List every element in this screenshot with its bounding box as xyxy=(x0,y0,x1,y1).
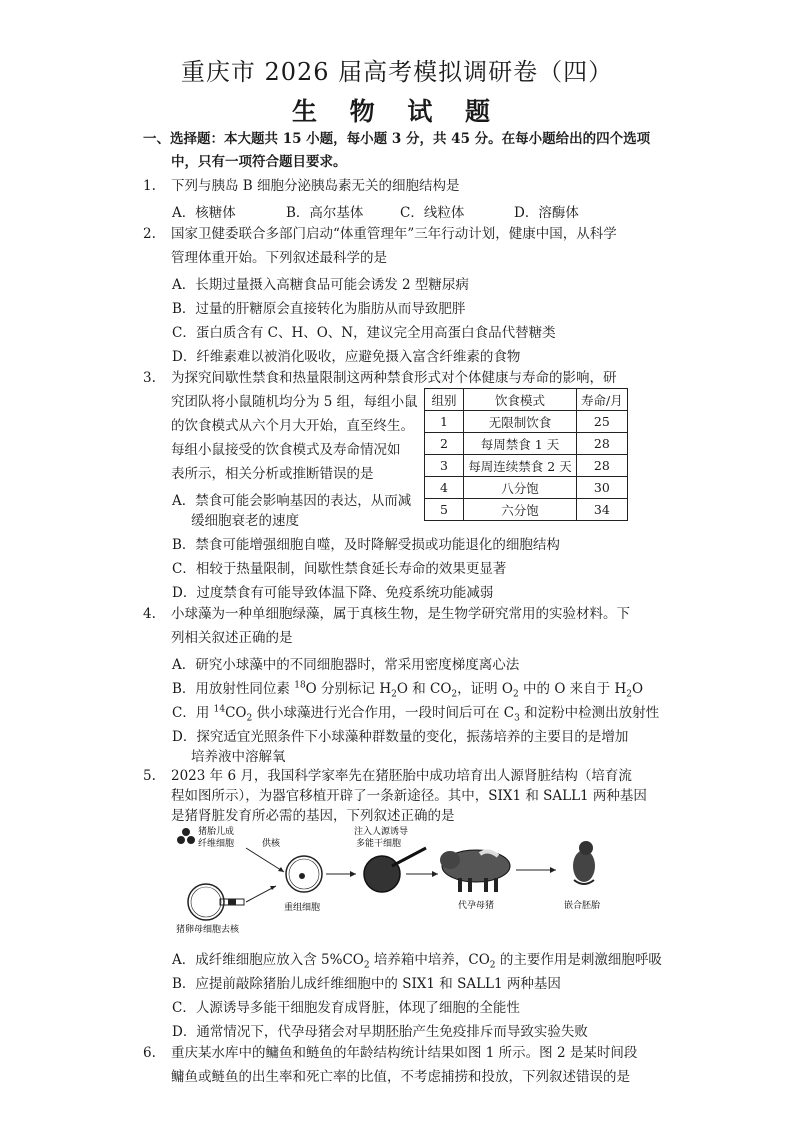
table-header-cell: 饮食模式 xyxy=(464,389,577,411)
table-row xyxy=(425,433,628,455)
q3-stem-3: 的饮食模式从六个月大开始，直至终生。 xyxy=(171,418,414,434)
table-cell: 4 xyxy=(425,477,464,499)
q3-stem-5: 表所示，相关分析或推断错误的是 xyxy=(171,466,374,482)
q1-option-d: D．溶酶体 xyxy=(514,205,579,221)
q5-number: 5. xyxy=(143,768,156,784)
fig-label-fibroblast-2: 纤维细胞 xyxy=(198,839,235,849)
q2-stem-cont: 管理体重开始。下列叙述最科学的是 xyxy=(171,250,387,266)
table-cell: 每周连续禁食 2 天 xyxy=(464,455,577,477)
q4-number: 4. xyxy=(143,606,156,622)
q3-stem-4: 每组小鼠接受的饮食模式及寿命情况如 xyxy=(171,442,401,458)
table-header-cell: 寿命/月 xyxy=(577,389,628,411)
table-row xyxy=(425,411,628,433)
table-cell: 3 xyxy=(425,455,464,477)
oocyte-icon xyxy=(188,884,244,920)
q2-number: 2. xyxy=(143,226,156,242)
pig-icon xyxy=(440,850,510,892)
q6-stem: 重庆某水库中的鳙鱼和鲢鱼的年龄结构统计结果如图 1 所示。图 2 是某时间段 xyxy=(171,1045,638,1061)
fig-label-chimera: 嵌合胚胎 xyxy=(564,901,601,911)
q5-option-c: C．人源诱导多能干细胞发育成肾脏，体现了细胞的全能性 xyxy=(172,1000,520,1016)
table-header-cell: 组别 xyxy=(425,389,464,411)
fig-label-surrogate: 代孕母猪 xyxy=(458,901,495,911)
table-cell: 28 xyxy=(577,455,628,477)
q1-option-b: B．高尔基体 xyxy=(286,205,364,221)
table-cell: 每周禁食 1 天 xyxy=(464,433,577,455)
chimeric-embryo-icon xyxy=(573,841,595,884)
q3-stem-2: 究团队将小鼠随机均分为 5 组，每组小鼠 xyxy=(171,394,418,410)
fig-label-donor: 供核 xyxy=(262,839,281,849)
table-row xyxy=(425,455,628,477)
subject-title: 生 物 试 题 xyxy=(291,97,503,126)
arrow-icon xyxy=(246,848,284,872)
fig-label-oocyte: 猪卵母细胞去核 xyxy=(176,925,240,935)
q6-stem-cont: 鳙鱼或鲢鱼的出生率和死亡率的比值，不考虑捕捞和投放，下列叙述错误的是 xyxy=(171,1069,630,1085)
cloning-flow-figure xyxy=(176,824,626,936)
table-cell: 无限制饮食 xyxy=(464,411,577,433)
table-row xyxy=(425,499,628,521)
q1-option-c: C．线粒体 xyxy=(400,205,465,221)
table-header-row xyxy=(425,389,628,411)
q3-option-b: B．禁食可能增强细胞自噬，及时降解受损或功能退化的细胞结构 xyxy=(172,537,560,553)
q2-option-a: A．长期过量摄入高糖食品可能会诱发 2 型糖尿病 xyxy=(172,277,469,293)
q2-option-c: C．蛋白质含有 C、H、O、N，建议完全用高蛋白食品代替糖类 xyxy=(172,325,556,341)
table-row xyxy=(425,477,628,499)
table-cell: 八分饱 xyxy=(464,477,577,499)
table-cell: 六分饱 xyxy=(464,499,577,521)
q3-stem: 为探究间歇性禁食和热量限制这两种禁食形式对个体健康与寿命的影响，研 xyxy=(171,370,617,386)
table-cell: 28 xyxy=(577,433,628,455)
embryo-injection-icon xyxy=(364,848,426,892)
section-heading-cont: 中，只有一项符合题目要求。 xyxy=(171,154,347,170)
q2-stem: 国家卫健委联合多部门启动“体重管理年”三年行动计划，健康中国，从科学 xyxy=(171,226,617,242)
table-cell: 34 xyxy=(577,499,628,521)
q2-option-d: D．纤维素难以被消化吸收，应避免摄入富含纤维素的食物 xyxy=(172,349,521,365)
table-cell: 1 xyxy=(425,411,464,433)
table-cell: 30 xyxy=(577,477,628,499)
q4-stem: 小球藻为一种单细胞绿藻，属于真核生物，是生物学研究常用的实验材料。下 xyxy=(171,606,630,622)
q4-option-d-cont: 培养液中溶解氧 xyxy=(191,749,286,765)
q3-option-a: A．禁食可能会影响基因的表达，从而减 xyxy=(172,493,412,509)
q1-stem: 下列与胰岛 B 细胞分泌胰岛素无关的细胞结构是 xyxy=(171,178,460,194)
recombinant-cell-icon xyxy=(286,856,322,892)
fibroblast-cells-icon xyxy=(177,828,195,844)
q6-number: 6. xyxy=(143,1045,156,1061)
q5-option-a: A．成纤维细胞应放入含 $5\%CO_2$ 培养箱中培养，$CO_2$ 的主要作用是刺激细胞呼吸 xyxy=(172,952,662,971)
q5-option-d: D．通常情况下，代孕母猪会对早期胚胎产生免疫排斥而导致实验失败 xyxy=(172,1024,588,1040)
q5-option-b: B．应提前敲除猪胎儿成纤维细胞中的 SIX1 和 SALL1 两种基因 xyxy=(172,976,561,992)
section-heading: 一、选择题：本大题共 15 小题，每小题 3 分，共 45 分。在每小题给出的四个选项 xyxy=(143,131,651,147)
exam-title: 重庆市 2026 届高考模拟调研卷（四） xyxy=(180,58,614,86)
fig-label-recombinant: 重组细胞 xyxy=(284,903,321,913)
q3-option-a-cont: 缓细胞衰老的速度 xyxy=(191,513,299,529)
table-cell: 2 xyxy=(425,433,464,455)
q3-number: 3. xyxy=(143,370,156,386)
fig-label-inject-2: 多能干细胞 xyxy=(356,839,402,849)
diet-lifespan-table xyxy=(424,388,628,521)
q3-option-c: C．相较于热量限制，间歇性禁食延长寿命的效果更显著 xyxy=(172,561,507,577)
table-cell: 25 xyxy=(577,411,628,433)
q3-option-d: D．过度禁食有可能导致体温下降、免疫系统功能减弱 xyxy=(172,585,494,601)
table-cell: 5 xyxy=(425,499,464,521)
q4-option-b: B．用放射性同位素 $^{18}$O 分别标记 $H_2O$ 和 $CO_2$，证明 $O_2$ 中的 O 来自于 $H_2O$ xyxy=(172,680,644,700)
q1-number: 1. xyxy=(143,178,156,194)
q4-stem-cont: 列相关叙述正确的是 xyxy=(171,630,293,646)
arrowhead-icon xyxy=(278,867,284,872)
q4-option-a: A．研究小球藻中的不同细胞器时，常采用密度梯度离心法 xyxy=(172,657,520,673)
fig-label-inject: 注入人源诱导 xyxy=(354,827,409,837)
arrowhead-icon xyxy=(270,886,276,890)
fig-label-fibroblast: 猪胎儿成 xyxy=(198,827,235,837)
arrowhead-icon xyxy=(350,871,356,877)
q1-option-a: A．核糖体 xyxy=(172,205,236,221)
q5-stem: 2023 年 6 月，我国科学家率先在猪胚胎中成功培育出人源肾脏结构（培育流 xyxy=(171,768,632,784)
q5-stem-3: 是猪肾脏发育所必需的基因，下列叙述正确的是 xyxy=(171,808,455,824)
q5-stem-2: 程如图所示），为器官移植开辟了一条新途径。其中，SIX1 和 SALL1 两种基因 xyxy=(171,788,647,804)
q2-option-b: B．过量的肝糖原会直接转化为脂肪从而导致肥胖 xyxy=(172,301,466,317)
q4-option-d: D．探究适宜光照条件下小球藻种群数量的变化，振荡培养的主要目的是增加 xyxy=(172,729,629,745)
arrowhead-icon xyxy=(550,867,556,873)
arrowhead-icon xyxy=(432,871,438,877)
q4-option-c: C．用 $^{14}CO_2$ 供小球藻进行光合作用，一段时间后可在 $C_3$ 和淀粉中检测出放射性 xyxy=(172,704,660,724)
